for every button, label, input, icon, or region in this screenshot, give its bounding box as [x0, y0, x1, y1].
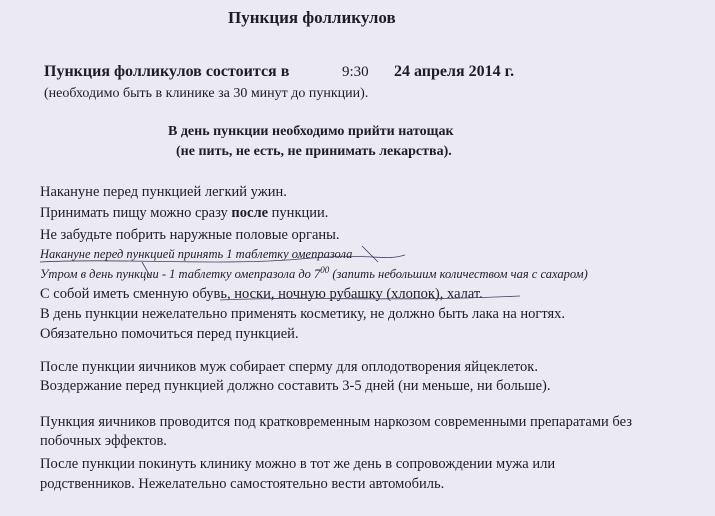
hand-stroke-4	[362, 246, 378, 262]
husband-note-1: После пункции яичников муж собирает сперму для оплодотворения яйцеклеток.	[40, 359, 538, 375]
appointment-date: 24 апреля 2014 г.	[394, 63, 515, 80]
husband-note-2: Воздержание перед пункцией должно составить 3-5 дней (ни меньше, ни больше).	[40, 378, 551, 394]
arrival-note: (необходимо быть в клинике за 30 минут до пункции).	[44, 86, 369, 101]
instruction-bring: С собой иметь сменную обувь, носки, ночную рубашку (хлопок), халат.	[40, 286, 483, 302]
morning-dose-tail: (запить небольшим количеством чая с сахаром)	[332, 267, 588, 282]
appointment-time: 9:30	[342, 64, 369, 80]
hand-stroke-3	[142, 262, 150, 276]
hand-stroke-2	[220, 296, 520, 300]
hand-stroke-1	[40, 255, 405, 262]
morning-dose-time-sup: 00	[320, 265, 330, 275]
instruction-toilet: Обязательно помочиться перед пункцией.	[40, 326, 299, 342]
instruction-supper: Накануне перед пункцией легкий ужин.	[40, 184, 287, 200]
anesthesia-note-1: Пункция яичников проводится под кратковременным наркозом современными препаратами без	[40, 414, 632, 430]
eat-prefix: Принимать пищу можно сразу	[40, 205, 228, 221]
fasting-heading: В день пункции необходимо прийти натощак	[168, 124, 454, 139]
morning-dose: Утром в день пункции - 1 таблетку омепразола до 7	[40, 267, 321, 282]
instruction-cosmetics: В день пункции нежелательно применять косметику, не должно быть лака на ногтях.	[40, 306, 566, 322]
eat-bold-word: после	[231, 205, 269, 221]
handwritten-note-evening: Накануне перед пункцией принять 1 таблетку омепразола	[40, 247, 353, 261]
discharge-note-1: После пункции покинуть клинику можно в тот же день в сопровождении мужа или	[40, 456, 556, 472]
instruction-shave: Не забудьте побрить наружные половые органы.	[40, 227, 340, 243]
appointment-label: Пункция фолликулов состоится в	[44, 63, 290, 80]
discharge-note-2: родственников. Нежелательно самостоятельно вести автомобиль.	[40, 476, 445, 492]
eat-suffix: пункции.	[271, 205, 329, 221]
page-title: Пункция фолликулов	[228, 8, 396, 27]
fasting-details: (не пить, не есть, не принимать лекарства).	[176, 144, 452, 159]
anesthesia-note-2: побочных эффектов.	[40, 433, 167, 449]
